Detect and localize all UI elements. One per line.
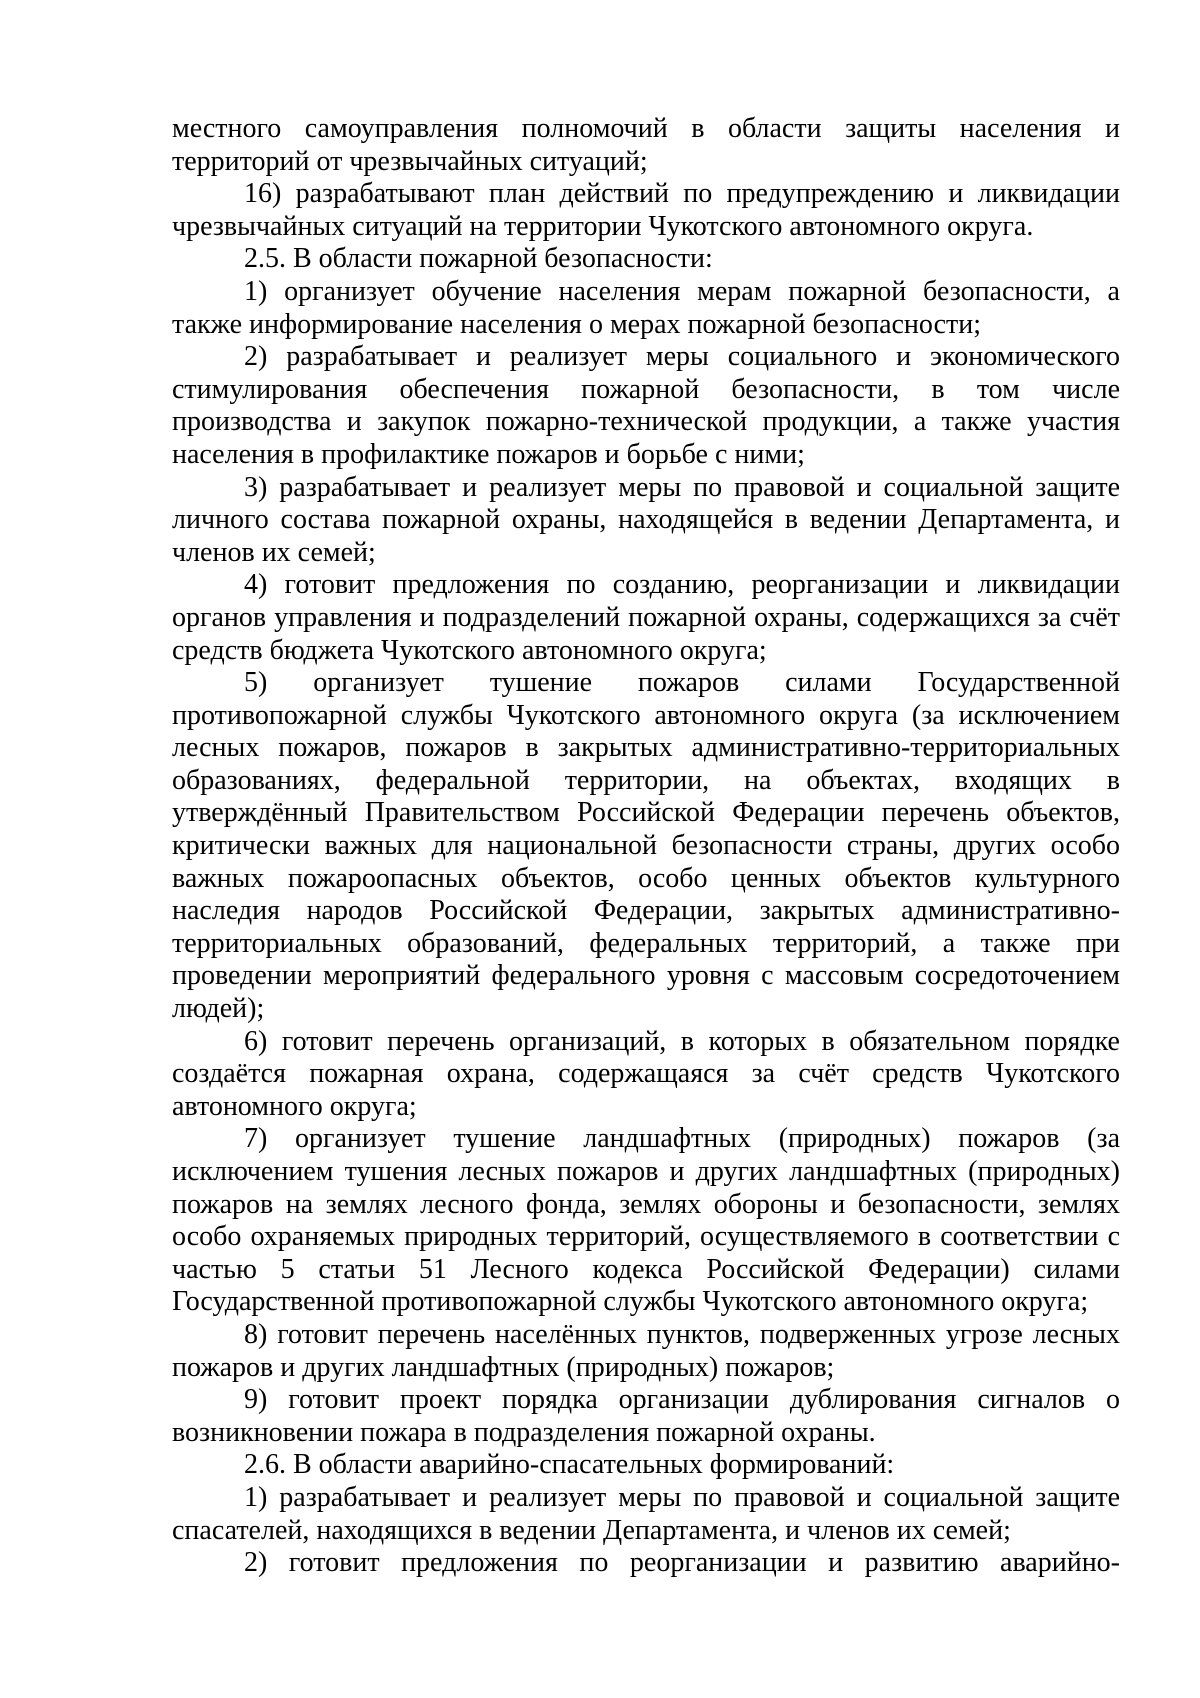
paragraph-continuation: местного самоуправления полномочий в области защиты населения и территорий от чрезвычайных ситуаций; — [172, 113, 1120, 177]
paragraph-item-16: 16) разрабатывают план действий по предупреждению и ликвидации чрезвычайных ситуаций на территории Чукотского автономного округа. — [172, 178, 1120, 242]
paragraph-2-5-item-7: 7) организует тушение ландшафтных (природных) пожаров (за исключением тушения лесных пожаров и других ландшафтных (природных) пожаров на землях лесного фонда, землях обороны и безопасности, землях особо охраняемых природных территорий, осуществляемого в соответствии с частью 5 статьи 51 Лесного кодекса Российской Федерации) силами Государственной противопожарной службы Чукотского автономного округа; — [172, 1123, 1120, 1318]
paragraph-2-5-item-4: 4) готовит предложения по созданию, реорганизации и ликвидации органов управления и подразделений пожарной охраны, содержащихся за счёт средств бюджета Чукотского автономного округа; — [172, 569, 1120, 666]
section-heading-2-5: 2.5. В области пожарной безопасности: — [244, 243, 713, 275]
paragraph-2-5-item-2: 2) разрабатывает и реализует меры социального и экономического стимулирования обеспечения пожарной безопасности, в том числе производства и закупок пожарно-технической продукции, а также участия населения в профилактике пожаров и борьбе с ними; — [172, 341, 1120, 470]
paragraph-2-5-item-6: 6) готовит перечень организаций, в которых в обязательном порядке создаётся пожарная охрана, содержащаяся за счёт средств Чукотского автономного округа; — [172, 1025, 1120, 1122]
paragraph-2-5-item-3: 3) разрабатывает и реализует меры по правовой и социальной защите личного состава пожарной охраны, находящейся в ведении Департамента, и членов их семей; — [172, 471, 1120, 568]
paragraph-2-6-item-1: 1) разрабатывает и реализует меры по правовой и социальной защите спасателей, находящихся в ведении Департамента, и членов их семей; — [172, 1481, 1120, 1546]
paragraph-2-6-item-2: 2) готовит предложения по реорганизации и развитию аварийно- — [244, 1547, 1120, 1579]
document-text-body — [172, 113, 1120, 1580]
section-heading-2-6: 2.6. В области аварийно-спасательных формирований: — [244, 1449, 895, 1481]
paragraph-2-5-item-8: 8) готовит перечень населённых пунктов, подверженных угрозе лесных пожаров и других ландшафтных (природных) пожаров; — [172, 1318, 1120, 1383]
paragraph-2-5-item-5: 5) организует тушение пожаров силами Государственной противопожарной службы Чукотского автономного округа (за исключением лесных пожаров, пожаров в закрытых административно-территориальных образованиях, федеральной территории, на объектах, входящих в утверждённый Правительством Российской Федерации перечень объектов, критически важных для национальной безопасности страны, других особо важных пожароопасных объектов, особо ценных объектов культурного наследия народов Российской Федерации, закрытых административно-территориальных образований, федеральных территорий, а также при проведении мероприятий федерального уровня с массовым сосредоточением людей); — [172, 667, 1120, 1025]
paragraph-2-5-item-9: 9) готовит проект порядка организации дублирования сигналов о возникновении пожара в подразделения пожарной охраны. — [172, 1384, 1120, 1448]
paragraph-2-5-item-1: 1) организует обучение населения мерам пожарной безопасности, а также информирование населения о мерах пожарной безопасности; — [172, 275, 1120, 340]
